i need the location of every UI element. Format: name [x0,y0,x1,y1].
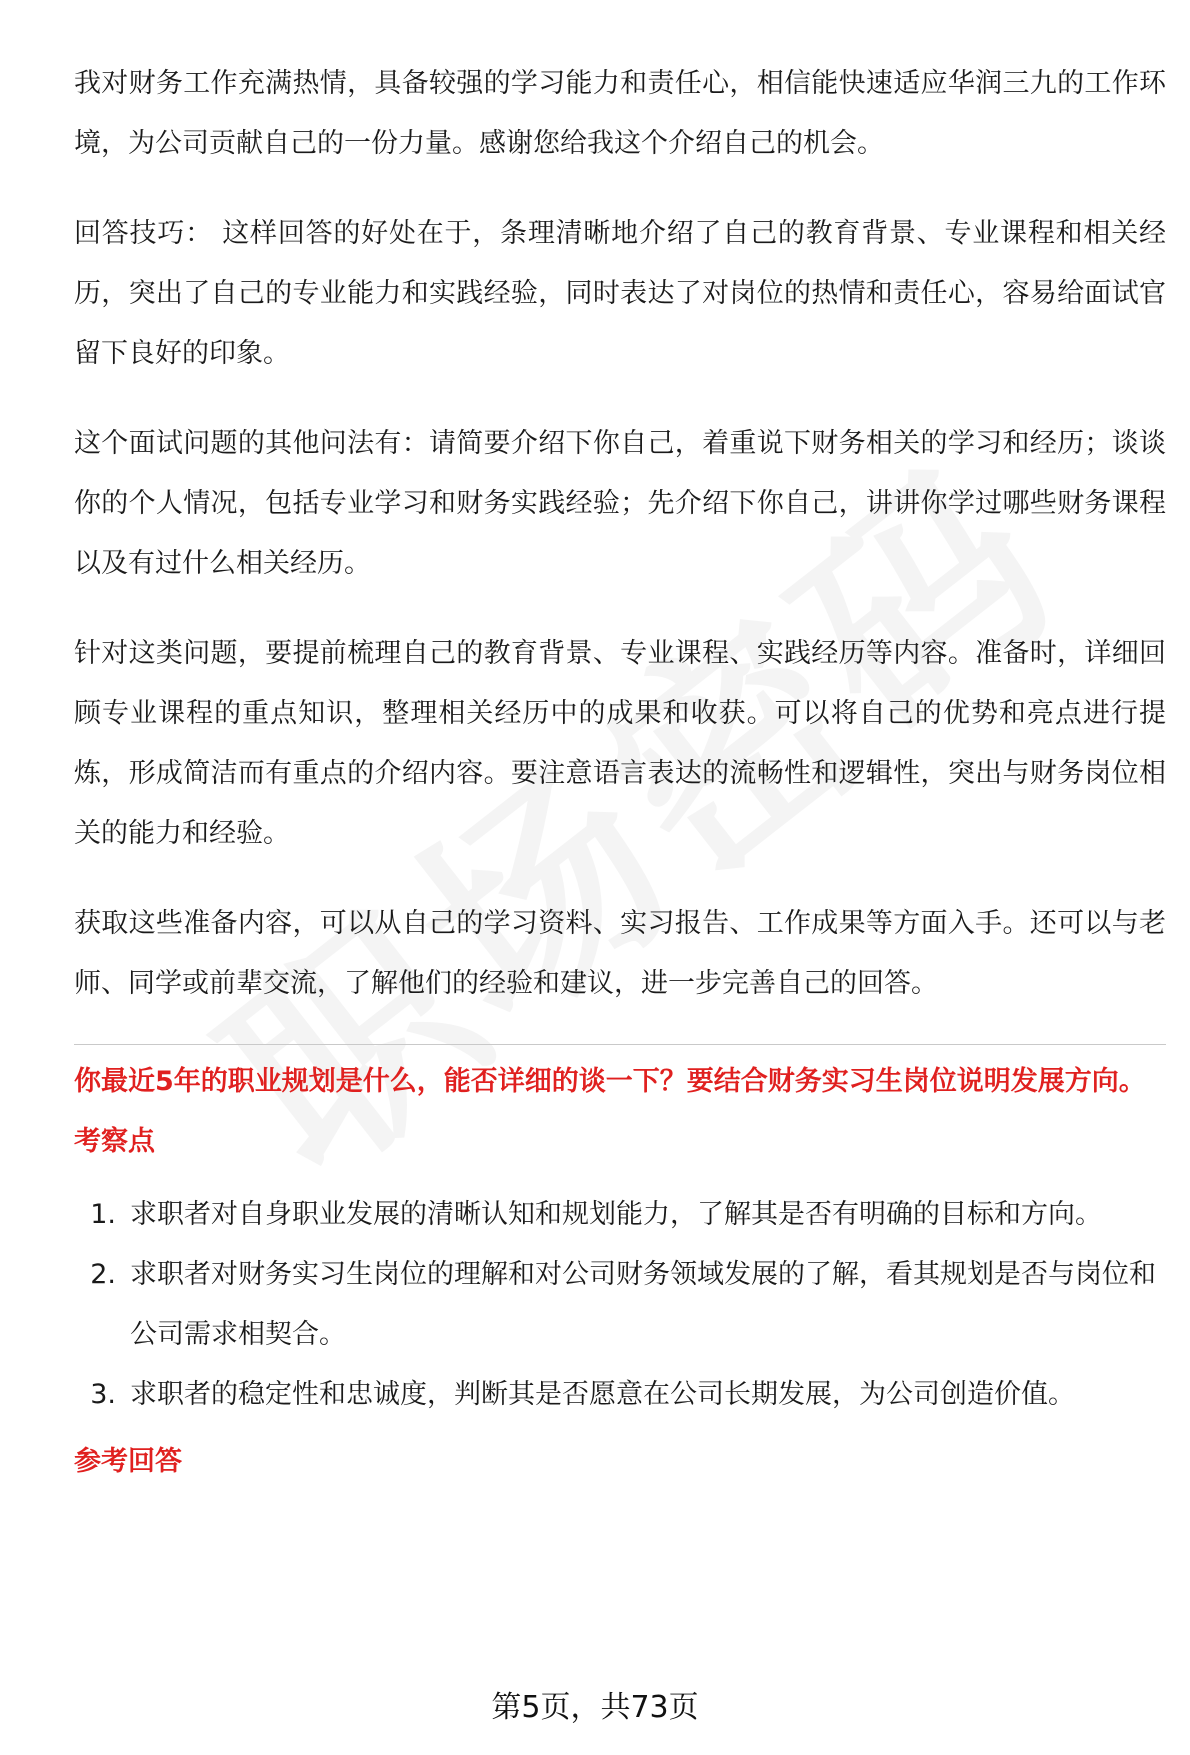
paragraph-answer-tips: 回答技巧： 这样回答的好处在于，条理清晰地介绍了自己的教育背景、专业课程和相关经历，突出了自己的专业能力和实践经验，同时表达了对岗位的热情和责任心，容易给面试官留下良好的印象。 [74,218,1166,369]
list-text: 求职者对财务实习生岗位的理解和对公司财务领域发展的了解，看其规划是否与岗位和公司需求相契合。 [130,1259,1156,1350]
paragraph-preparation: 针对这类问题，要提前梳理自己的教育背景、专业课程、实践经历等内容。准备时，详细回顾专业课程的重点知识，整理相关经历中的成果和收获。可以将自己的优势和亮点进行提炼，形成简洁而有重点的介绍内容。要注意语言表达的流畅性和逻辑性，突出与财务岗位相关的能力和经验。 [74,638,1166,849]
question-heading: 你最近5年的职业规划是什么，能否详细的谈一下？要结合财务实习生岗位说明发展方向。 [74,1066,1146,1097]
assessment-points-label: 考察点 [74,1126,155,1157]
list-item [74,1365,1166,1425]
page-number: 第5页，共73页 [491,1690,699,1725]
list-text: 求职者的稳定性和忠诚度，判断其是否愿意在公司长期发展，为公司创造价值。 [130,1379,1075,1410]
list-number: 2. [90,1259,116,1290]
list-item [74,1185,1166,1245]
list-text: 求职者对自身职业发展的清晰认知和规划能力，了解其是否有明确的目标和方向。 [130,1199,1102,1230]
paragraph-resources: 获取这些准备内容，可以从自己的学习资料、实习报告、工作成果等方面入手。还可以与老师、同学或前辈交流，了解他们的经验和建议，进一步完善自己的回答。 [74,908,1166,999]
paragraph-intro-closing: 我对财务工作充满热情，具备较强的学习能力和责任心，相信能快速适应华润三九的工作环境，为公司贡献自己的一份力量。感谢您给我这个介绍自己的机会。 [74,68,1166,159]
list-item [74,1245,1166,1365]
paragraph-alternative-questions: 这个面试问题的其他问法有：请简要介绍下你自己，着重说下财务相关的学习和经历；谈谈你的个人情况，包括专业学习和财务实践经验；先介绍下你自己，讲讲你学过哪些财务课程以及有过什么相关经历。 [74,428,1166,579]
list-number: 1. [90,1199,116,1230]
reference-answer-label: 参考回答 [74,1446,182,1477]
document-body [74,54,1166,1505]
section-divider [74,1044,1166,1045]
list-number: 3. [90,1379,116,1410]
assessment-points-list [74,1185,1166,1425]
